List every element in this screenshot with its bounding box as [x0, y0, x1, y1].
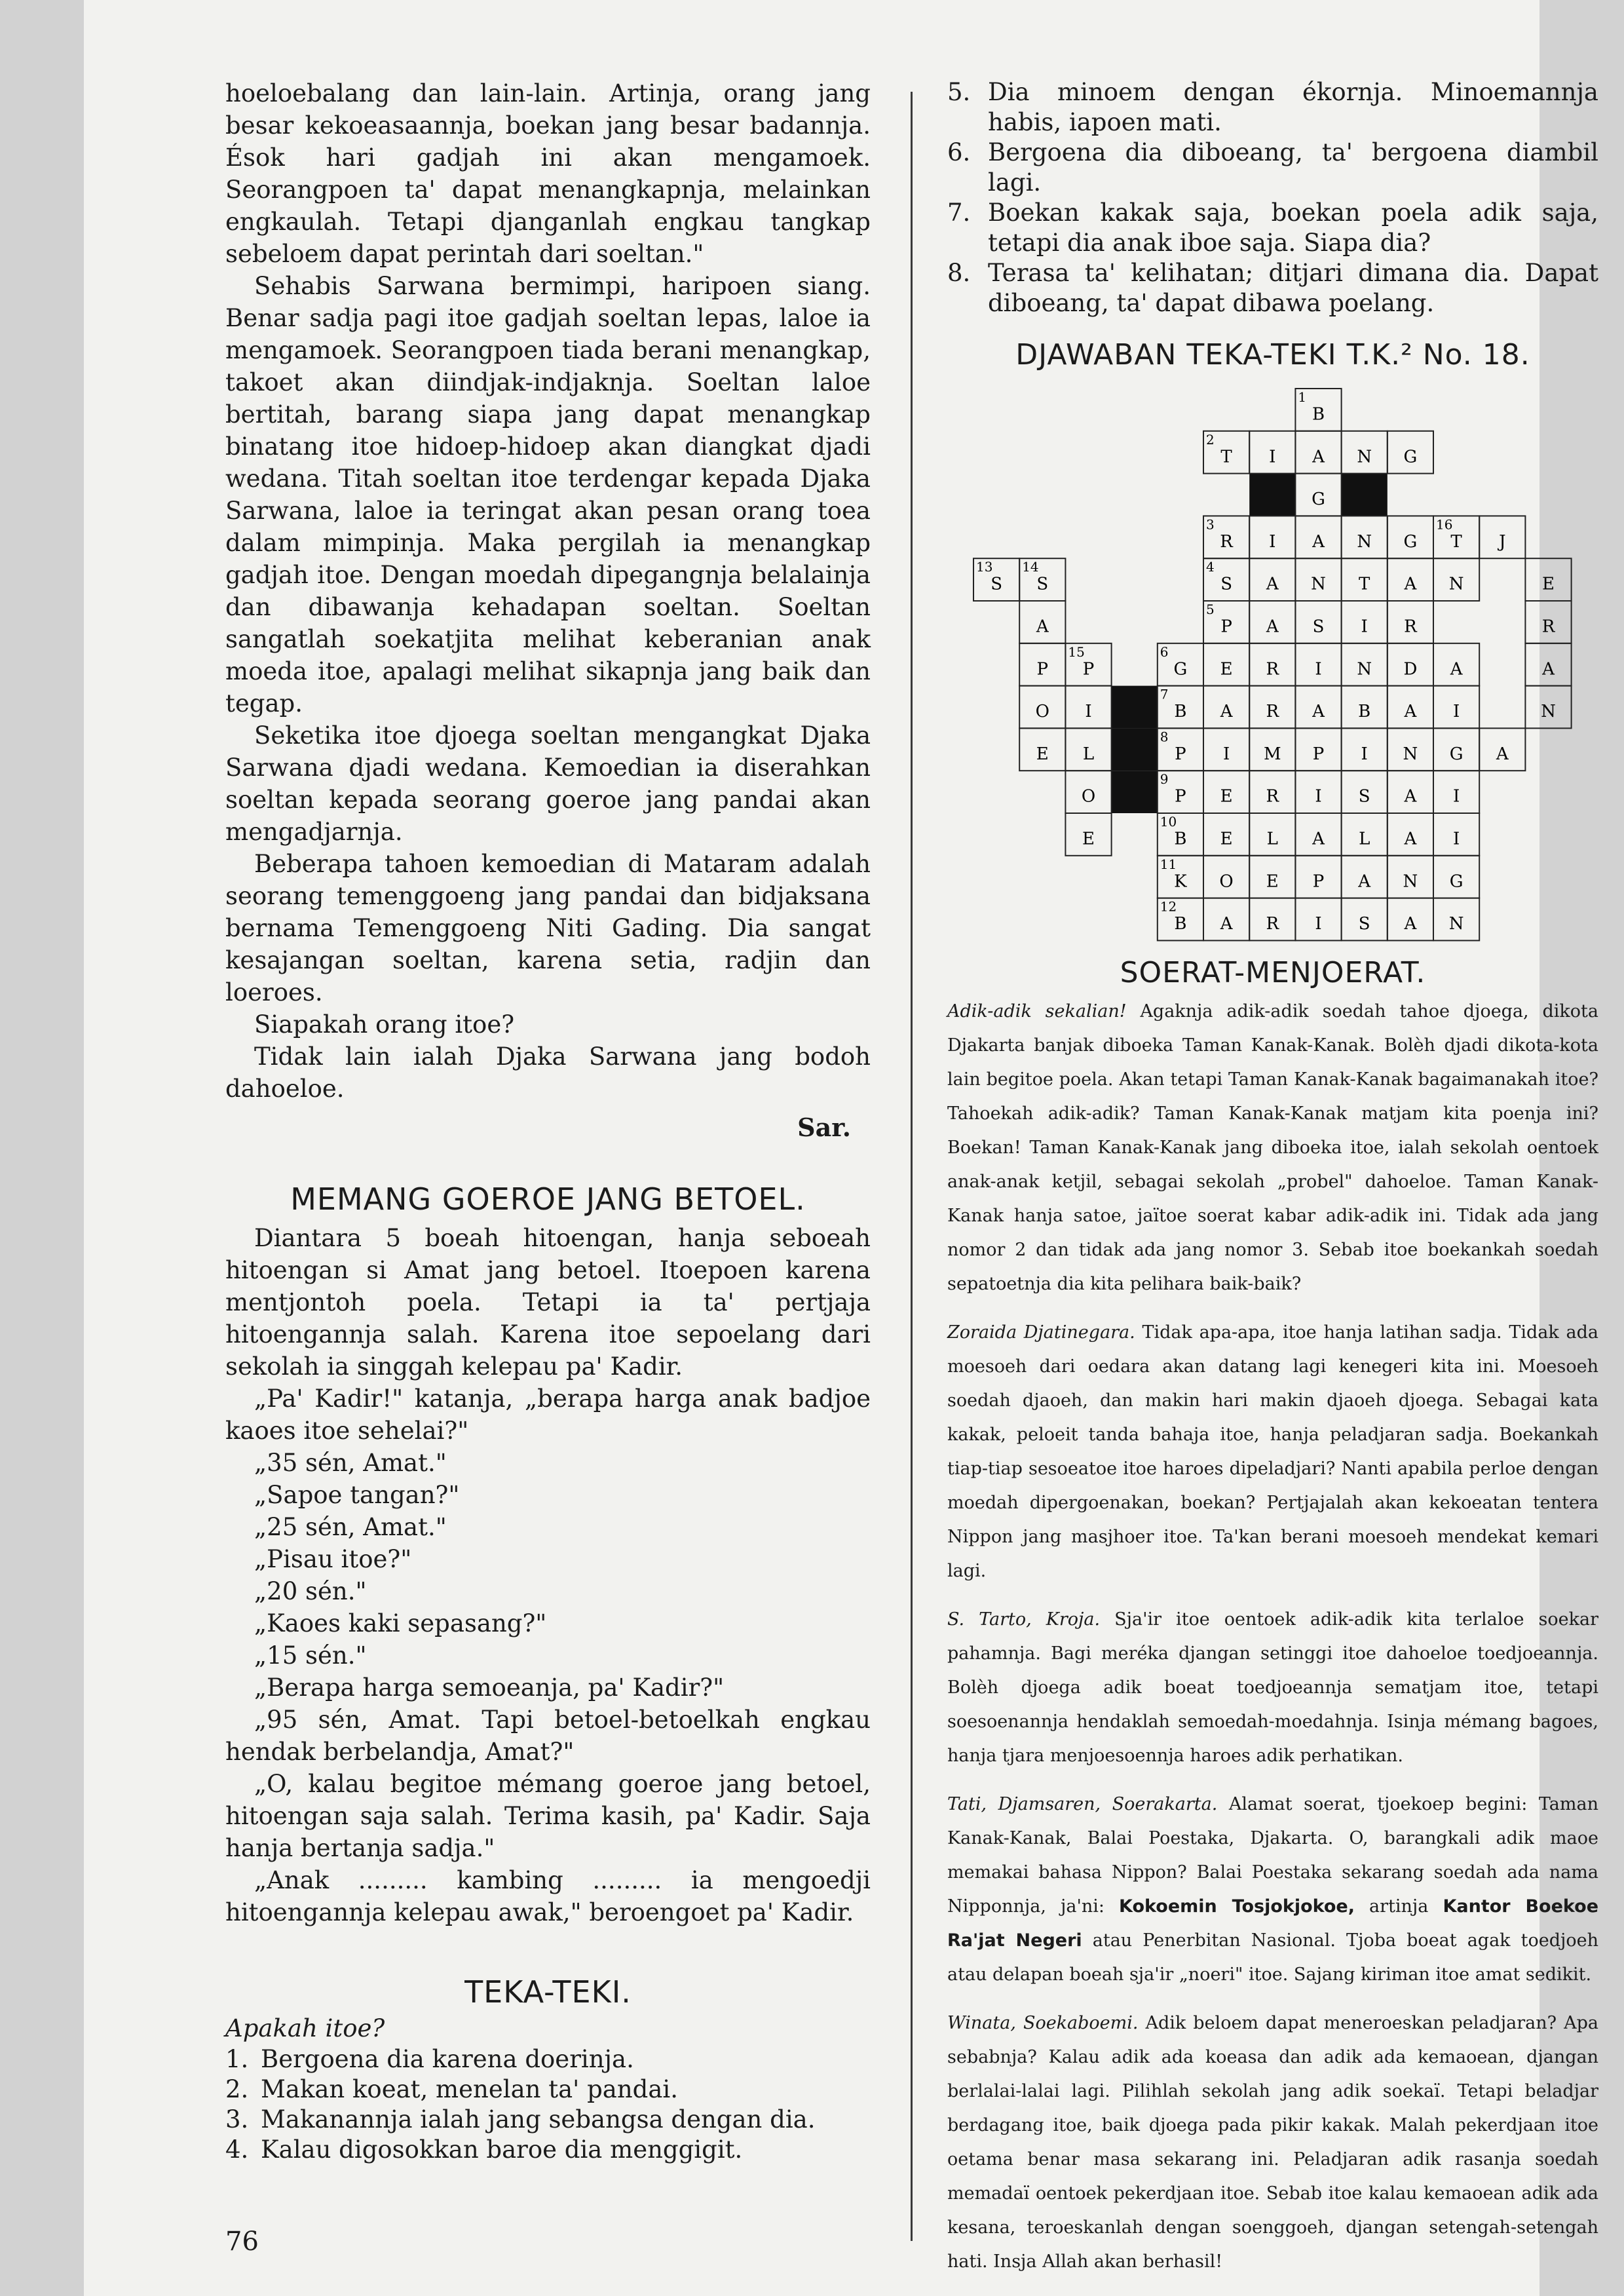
crossword-cell: [1295, 728, 1341, 771]
crossword-letter: E: [1266, 871, 1279, 892]
crossword-letter: B: [1174, 829, 1187, 849]
crossword-cell: [1019, 686, 1065, 729]
crossword-letter: I: [1269, 531, 1276, 552]
crossword-cell: [1019, 643, 1065, 686]
crossword-letter: A: [1036, 617, 1049, 637]
crossword-letter: E: [1082, 829, 1095, 849]
crossword-cell: [1065, 771, 1111, 813]
crossword-cell: [1203, 728, 1249, 771]
crossword-cell: [1388, 771, 1433, 813]
crossword-letter: P: [1220, 617, 1232, 637]
crossword-clue-number: 6: [1160, 643, 1169, 660]
crossword-letter: A: [1312, 702, 1325, 722]
crossword-clue-number: 15: [1068, 643, 1085, 660]
crossword-letter: A: [1404, 829, 1417, 849]
story-paragraph: „25 sén, Amat.": [254, 1513, 447, 1541]
crossword-cell: [1203, 431, 1249, 474]
crossword-letter: R: [1541, 617, 1555, 637]
crossword-cell: [1158, 643, 1203, 686]
crossword-cell: [1295, 686, 1341, 729]
crossword-letter: B: [1174, 914, 1187, 934]
crossword-cell: [1249, 601, 1295, 643]
story-paragraph: „35 sén, Amat.": [254, 1449, 447, 1477]
crossword-cell: [1295, 771, 1341, 813]
crossword-letter: A: [1404, 914, 1417, 934]
story-paragraph: „Sapoe tangan?": [254, 1481, 460, 1509]
story-continuation: [225, 77, 871, 1143]
crossword-cell: [1388, 813, 1433, 856]
crossword-letter: A: [1312, 531, 1325, 552]
crossword-letter: B: [1358, 702, 1371, 722]
crossword-letter: A: [1404, 702, 1417, 722]
crossword-clue-number: 10: [1160, 814, 1177, 830]
crossword-letter: L: [1359, 829, 1370, 849]
crossword-black-cell: [1342, 474, 1388, 516]
riddle-item: 2. Makan koeat, menelan ta' pandai.: [225, 2075, 679, 2103]
crossword-letter: S: [991, 574, 1003, 594]
crossword-answer-title: DJAWABAN TEKA-TEKI T.K.² No. 18.: [1015, 338, 1530, 372]
crossword-clue-number: 16: [1436, 516, 1453, 533]
crossword-letter: A: [1266, 574, 1279, 594]
crossword-letter: G: [1312, 489, 1325, 510]
crossword-black-cell: [1249, 474, 1295, 516]
crossword-cell: [1295, 601, 1341, 643]
crossword-clue-number: 4: [1206, 559, 1215, 575]
crossword-letter: I: [1452, 702, 1460, 722]
story-paragraph: „O, kalau begitoe mémang goeroe jang betoel, hitoengan saja salah. Terima kasih, pa' Kadir. Saja hanja bertanja sadja.": [225, 1770, 871, 1862]
story-paragraph: „20 sén.": [254, 1577, 367, 1605]
crossword-letter: I: [1222, 744, 1230, 764]
story-body: [225, 1222, 871, 1928]
crossword-svg: [947, 382, 1598, 946]
crossword-grid: [947, 382, 1598, 946]
letters-section: [947, 995, 1598, 2279]
crossword-letter: A: [1220, 914, 1233, 934]
letter-reply: Zoraida Djatinegara. Tidak apa-apa, itoe hanja latihan sadja. Tidak ada moesoeh dari oedara akan datang lagi kenegeri kita ini. Moesoeh soedah djaoeh, dan makin hari makin djaoeh djoega. Sebagai kata kakak, peloeit tanda bahaja itoe, hanja peladjaran sadja. Boekankah tiap-tiap sesoeatoe itoe haroes dipeladjari? Nanti apabila perloe dengan moedah dipergoenakan, boekan? Pertjajalah akan kekoeatan tentera Nippon jang masjhoer itoe. Ta'kan berani moesoeh mendekat kemari lagi.: [947, 1322, 1598, 1581]
crossword-letter: J: [1499, 531, 1506, 552]
crossword-cell: [1203, 856, 1249, 898]
crossword-letter: L: [1082, 744, 1095, 764]
crossword-cell: [973, 558, 1019, 601]
crossword-cell: [1203, 686, 1249, 729]
crossword-cell: [1433, 813, 1479, 856]
crossword-letter: N: [1403, 744, 1418, 764]
riddle-item: 1. Bergoena dia karena doerinja.: [225, 2045, 634, 2073]
crossword-clue-number: 14: [1022, 559, 1039, 575]
riddle-prompt: Apakah itoe?: [225, 2014, 385, 2042]
crossword-letter: R: [1404, 617, 1417, 637]
crossword-letter: R: [1220, 531, 1233, 552]
crossword-cell: [1065, 686, 1111, 729]
crossword-letter: A: [1266, 617, 1279, 637]
story-paragraph: „15 sén.": [254, 1641, 367, 1670]
crossword-letter: I: [1269, 447, 1276, 467]
crossword-cell: [1065, 728, 1111, 771]
crossword-cell: [1249, 771, 1295, 813]
crossword-cell: [1342, 516, 1388, 558]
crossword-cell: [1295, 516, 1341, 558]
crossword-letter: S: [1358, 914, 1370, 934]
crossword-letter: I: [1452, 786, 1460, 807]
story-paragraph: Diantara 5 boeah hitoengan, hanja seboeah hitoengan si Amat jang betoel. Itoepoen karena mentjontoh poela. Tetapi ia ta' pertjaja hitoengannja salah. Karena itoe sepoelang dari sekolah ia singgah kelepau pa' Kadir.: [225, 1224, 871, 1381]
crossword-cell: [1065, 813, 1111, 856]
crossword-cell: [1433, 558, 1479, 601]
crossword-letter: E: [1220, 659, 1233, 679]
crossword-clue-number: 3: [1206, 516, 1215, 533]
crossword-letter: P: [1175, 786, 1186, 807]
crossword-letter: A: [1220, 702, 1233, 722]
crossword-letter: I: [1315, 914, 1322, 934]
crossword-cell: [1295, 431, 1341, 474]
crossword-letter: P: [1312, 744, 1325, 764]
crossword-cell: [1295, 474, 1341, 516]
crossword-letter: R: [1266, 659, 1279, 679]
crossword-cell: [1433, 898, 1479, 941]
crossword-cell: [1249, 516, 1295, 558]
left-column: [225, 77, 871, 2165]
crossword-cell: [1019, 728, 1065, 771]
crossword-cell: [1249, 856, 1295, 898]
crossword-letter: T: [1450, 531, 1462, 552]
crossword-letter: K: [1174, 871, 1187, 892]
crossword-cell: [1525, 643, 1571, 686]
crossword-letter: G: [1173, 659, 1188, 679]
crossword-clue-number: 12: [1160, 898, 1177, 915]
crossword-letter: I: [1315, 659, 1322, 679]
crossword-letter: N: [1357, 447, 1372, 467]
crossword-cell: [1158, 856, 1203, 898]
crossword-cell: [1203, 771, 1249, 813]
crossword-letter: N: [1541, 702, 1556, 722]
right-column: [947, 77, 1598, 2293]
story-paragraph: Siapakah orang itoe?: [254, 1010, 515, 1039]
crossword-letter: E: [1542, 574, 1555, 594]
crossword-cell: [1249, 431, 1295, 474]
letters-section-title: SOERAT-MENJOERAT.: [1120, 956, 1426, 989]
crossword-clue-number: 7: [1160, 686, 1169, 702]
crossword-cell: [1342, 856, 1388, 898]
story-paragraph: „Berapa harga semoeanja, pa' Kadir?": [254, 1674, 725, 1702]
crossword-letter: A: [1404, 786, 1417, 807]
crossword-cell: [1295, 389, 1341, 431]
crossword-clue-number: 11: [1160, 856, 1177, 872]
riddle-item: 6. Bergoena dia diboeang, ta' bergoena diambil lagi.: [947, 138, 1598, 197]
crossword-letter: E: [1220, 786, 1233, 807]
crossword-cell: [1203, 813, 1249, 856]
magazine-page: [84, 0, 1599, 2296]
crossword-cell: [1342, 686, 1388, 729]
story-paragraph: Sehabis Sarwana bermimpi, haripoen siang. Benar sadja pagi itoe gadjah soeltan lepas, laloe ia mengamoek. Seorangpoen tiada berani menangkap, takoet akan diindjak-indjaknja. Soeltan laloe bertitah, barang siapa jang dapat menangkap binatang itoe hidoep-hidoep akan diangkat djadi wedana. Titah soeltan itoe terdengar kepada Djaka Sarwana, laloe ia teringat akan pesan orang toea dalam mimpinja. Maka pergilah ia menangkap gadjah itoe. Dengan moedah dipegangnja belalainja dan dibawanja kehadapan soeltan. Soeltan sangatlah soekatjita melihat keberanian anak moeda itoe, apalagi melihat sikapnja jang baik dan tegap.: [225, 272, 871, 718]
crossword-clue-number: 2: [1206, 431, 1215, 448]
crossword-letter: I: [1315, 786, 1322, 807]
crossword-letter: M: [1263, 744, 1281, 764]
crossword-letter: P: [1082, 659, 1095, 679]
crossword-cell: [1158, 898, 1203, 941]
crossword-letter: N: [1357, 531, 1372, 552]
page-number: 76: [225, 2227, 259, 2257]
crossword-letter: R: [1266, 702, 1279, 722]
crossword-cell: [1342, 728, 1388, 771]
riddle-item: 4. Kalau digosokkan baroe dia menggigit.: [225, 2135, 743, 2164]
column-divider: [911, 92, 913, 2241]
crossword-letter: N: [1357, 659, 1372, 679]
crossword-letter: G: [1449, 871, 1463, 892]
crossword-letter: D: [1403, 659, 1418, 679]
crossword-cell: [1525, 601, 1571, 643]
crossword-cell: [1388, 898, 1433, 941]
crossword-letter: T: [1220, 447, 1232, 467]
crossword-cell: [1158, 728, 1203, 771]
crossword-black-cell: [1112, 728, 1158, 771]
riddle-list-continued: [947, 77, 1598, 318]
crossword-black-cell: [1112, 771, 1158, 813]
crossword-clue-number: 9: [1160, 771, 1169, 788]
letter-reply: S. Tarto, Kroja. Sja'ir itoe oentoek adik-adik kita terlaloe soekar pahamnja. Bagi meréka djangan setinggi itoe dahoeloe toedjoeannja. Bolèh djoega adik boeat toedjoeannja sematjam itoe, tetapi soesoenannja hendaklah semoedah-moedahnja. Isinja mémang bagoes, hanja tjara menjoesoennja haroes adik perhatikan.: [947, 1609, 1598, 1766]
crossword-cell: [1479, 516, 1525, 558]
crossword-cell: [1203, 601, 1249, 643]
story-paragraph: „95 sén, Amat. Tapi betoel-betoelkah engkau hendak berbelandja, Amat?": [225, 1706, 871, 1766]
crossword-cell: [1388, 686, 1433, 729]
crossword-cell: [1433, 516, 1479, 558]
riddle-item: 7. Boekan kakak saja, boekan poela adik saja, tetapi dia anak iboe saja. Siapa dia?: [947, 199, 1598, 257]
crossword-cell: [1388, 558, 1433, 601]
story-paragraph: hoeloebalang dan lain-lain. Artinja, orang jang besar kekoeasaannja, boekan jang besar badannja. Ésok hari gadjah ini akan mengamoek. Seorangpoen ta' dapat menangkapnja, melainkan engkaulah. Tetapi djanganlah engkau tangkap sebeloem dapat perintah dari soeltan.": [225, 79, 871, 268]
crossword-clue-number: 1: [1298, 389, 1307, 405]
crossword-cell: [1203, 516, 1249, 558]
crossword-cell: [1525, 686, 1571, 729]
crossword-cell: [1203, 643, 1249, 686]
crossword-cell: [1203, 558, 1249, 601]
crossword-letter: L: [1266, 829, 1278, 849]
crossword-cell: [1388, 601, 1433, 643]
crossword-letter: A: [1358, 871, 1371, 892]
crossword-letter: R: [1266, 786, 1279, 807]
riddle-item: 5. Dia minoem dengan ékornja. Minoemannja habis, iapoen mati.: [947, 78, 1598, 136]
crossword-cell: [1525, 558, 1571, 601]
letter-reply: Tati, Djamsaren, Soerakarta. Alamat soerat, tjoekoep begini: Taman Kanak-Kanak, Balai Poestaka, Djakarta. O, barangkali adik maoe memakai bahasa Nippon? Balai Poestaka sekarang soedah ada nama Nipponnja, ja'ni: Kokoemin Tosjokjokoe, artinja Kantor Boekoe Ra'jat Negeri atau Penerbitan Nasional. Tjoba boeat agak toedjoeh atau delapan boeah sja'ir „noeri" itoe. Sajang kiriman itoe amat sedikit.: [947, 1794, 1599, 1985]
crossword-cell: [1295, 643, 1341, 686]
crossword-cell: [1249, 813, 1295, 856]
crossword-cell: [1388, 516, 1433, 558]
crossword-cell: [1433, 771, 1479, 813]
crossword-cell: [1019, 558, 1065, 601]
crossword-letter: A: [1312, 447, 1325, 467]
crossword-letter: G: [1403, 447, 1418, 467]
story-paragraph: Tidak lain ialah Djaka Sarwana jang bodoh dahoeloe.: [225, 1043, 871, 1103]
crossword-letter: I: [1085, 702, 1092, 722]
crossword-cell: [1388, 431, 1433, 474]
crossword-letter: O: [1035, 702, 1049, 722]
crossword-letter: A: [1450, 659, 1463, 679]
crossword-cell: [1433, 728, 1479, 771]
crossword-letter: O: [1219, 871, 1234, 892]
crossword-letter: I: [1361, 617, 1368, 637]
crossword-cell: [1342, 431, 1388, 474]
crossword-cell: [1433, 686, 1479, 729]
crossword-letter: P: [1312, 871, 1325, 892]
crossword-letter: E: [1220, 829, 1233, 849]
crossword-letter: S: [1036, 574, 1049, 594]
crossword-clue-number: 8: [1160, 729, 1169, 745]
crossword-cell: [1249, 898, 1295, 941]
crossword-cell: [1203, 898, 1249, 941]
crossword-cell: [1019, 601, 1065, 643]
crossword-letter: R: [1266, 914, 1279, 934]
crossword-cell: [1249, 558, 1295, 601]
crossword-cell: [1249, 686, 1295, 729]
crossword-cell: [1158, 771, 1203, 813]
crossword-cell: [1249, 728, 1295, 771]
crossword-cell: [1388, 856, 1433, 898]
crossword-cell: [1388, 643, 1433, 686]
crossword-clue-number: 5: [1206, 602, 1215, 617]
story-paragraph: Beberapa tahoen kemoedian di Mataram adalah seorang temenggoeng jang pandai dan bidjaksana bernama Temenggoeng Niti Gading. Dia sangat kesajangan soeltan, karena setia, radjin dan loeroes.: [225, 850, 871, 1006]
riddle-item: 8. Terasa ta' kelihatan; ditjari dimana dia. Dapat diboeang, ta' dapat dibawa poelang.: [947, 259, 1598, 317]
crossword-cell: [1342, 643, 1388, 686]
story-title: MEMANG GOEROE JANG BETOEL.: [290, 1181, 806, 1217]
crossword-letter: I: [1361, 744, 1368, 764]
crossword-cell: [1158, 813, 1203, 856]
riddle-list: [225, 2044, 871, 2165]
letter-reply: Adik-adik sekalian! Agaknja adik-adik soedah tahoe djoega, dikota Djakarta banjak diboeka Taman Kanak-Kanak. Bolèh djadi dikota-kota lain begitoe poela. Akan tetapi Taman Kanak-Kanak bagaimanakah itoe? Tahoekah adik-adik? Taman Kanak-Kanak matjam kita poenja ini? Boekan! Taman Kanak-Kanak jang diboeka itoe, ialah sekolah oentoek anak-anak ketjil, sebagai sekolah „probel" dahoeloe. Taman Kanak-Kanak hanja satoe, jaïtoe soerat kabar adik-adik ini. Tidak ada jang nomor 2 dan tidak ada jang nomor 3. Sebab itoe boekankah soedah sepatoetnja dia kita pelihara baik-baik?: [947, 1001, 1598, 1294]
crossword-cell: [1433, 856, 1479, 898]
crossword-letter: P: [1036, 659, 1049, 679]
author-signature: Sar.: [797, 1113, 851, 1142]
crossword-letter: E: [1036, 744, 1049, 764]
crossword-cell: [1433, 643, 1479, 686]
crossword-letter: S: [1312, 617, 1325, 637]
crossword-letter: B: [1174, 702, 1187, 722]
crossword-letter: N: [1311, 574, 1326, 594]
story-paragraph: „Kaoes kaki sepasang?": [254, 1609, 547, 1637]
riddle-item: 3. Makanannja ialah jang sebangsa dengan dia.: [225, 2105, 816, 2133]
crossword-letter: A: [1496, 744, 1509, 764]
crossword-cell: [1295, 813, 1341, 856]
crossword-letter: A: [1542, 659, 1555, 679]
crossword-letter: S: [1220, 574, 1233, 594]
crossword-cell: [1479, 728, 1525, 771]
crossword-cell: [1342, 771, 1388, 813]
crossword-letter: S: [1358, 786, 1370, 807]
crossword-clue-number: 13: [976, 559, 993, 575]
crossword-letter: O: [1081, 786, 1096, 807]
story-paragraph: Seketika itoe djoega soeltan mengangkat Djaka Sarwana djadi wedana. Kemoedian ia diserahkan soeltan kepada seorang goeroe jang pandai akan mengadjarnja.: [225, 721, 871, 846]
crossword-cell: [1295, 898, 1341, 941]
crossword-cell: [1342, 813, 1388, 856]
crossword-letter: B: [1312, 404, 1325, 425]
crossword-letter: A: [1312, 829, 1325, 849]
crossword-cell: [1342, 898, 1388, 941]
letter-reply: Winata, Soekaboemi. Adik beloem dapat meneroeskan peladjaran? Apa sebabnja? Kalau adik ada koeasa dan adik ada kemaoean, djangan berlalai-lalai lagi. Pilihlah sekolah jang adik soekaï. Tetapi beladjar berdagang itoe, baik djoega pada pikir kakak. Malah pekerdjaan itoe oetama benar masa sekarang ini. Peladjaran adik rasanja soedah memadaï oentoek pekerdjaan itoe. Sebab itoe kalau kemaoean adik ada kesana, teroeskanlah dengan soenggoeh, djangan setengah-setengah hati. Insja Allah akan berhasil!: [947, 2013, 1598, 2272]
crossword-cell: [1295, 856, 1341, 898]
riddle-title: TEKA-TEKI.: [464, 1974, 632, 2010]
crossword-cell: [1342, 558, 1388, 601]
story-paragraph: „Pa' Kadir!" katanja, „berapa harga anak badjoe kaoes itoe sehelai?": [225, 1385, 871, 1445]
crossword-cell: [1295, 558, 1341, 601]
crossword-letter: G: [1449, 744, 1463, 764]
crossword-cell: [1342, 601, 1388, 643]
crossword-letter: T: [1359, 574, 1370, 594]
crossword-black-cell: [1112, 686, 1158, 729]
crossword-letter: G: [1403, 531, 1418, 552]
crossword-letter: A: [1404, 574, 1417, 594]
crossword-cell: [1388, 728, 1433, 771]
story-paragraph: „Pisau itoe?": [254, 1545, 412, 1573]
crossword-letter: N: [1448, 574, 1464, 594]
crossword-cell: [1158, 686, 1203, 729]
crossword-letter: P: [1175, 744, 1186, 764]
crossword-letter: I: [1452, 829, 1460, 849]
story-paragraph: „Anak ......... kambing ......... ia mengoedji hitoengannja kelepau awak," beroengoet pa' Kadir.: [225, 1866, 871, 1926]
crossword-letter: N: [1403, 871, 1418, 892]
crossword-letter: N: [1448, 914, 1464, 934]
crossword-cell: [1065, 643, 1111, 686]
crossword-cell: [1249, 643, 1295, 686]
